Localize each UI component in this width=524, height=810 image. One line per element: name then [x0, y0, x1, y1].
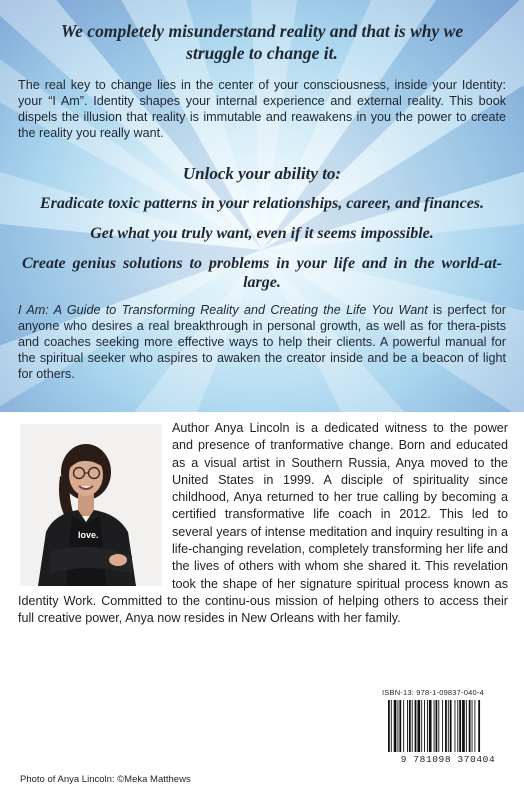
barcode-bar	[394, 700, 397, 752]
barcode-bar	[407, 700, 408, 752]
barcode-bar	[438, 700, 439, 752]
unlock-heading: Unlock your ability to:	[182, 164, 342, 183]
barcode-bar	[415, 700, 417, 752]
barcode-bar	[462, 700, 465, 752]
barcode-bar	[417, 700, 420, 752]
book-title-italic: I Am: A Guide to Transforming Reality and Creating the Life You Want	[18, 303, 428, 317]
barcode-bar	[424, 700, 425, 752]
barcode-bar	[421, 700, 422, 752]
barcode-bar	[478, 700, 480, 752]
barcode-bar	[412, 700, 413, 752]
photo-credit: Photo of Anya Lincoln: ©Meka Matthews	[20, 774, 191, 785]
barcode-bar	[474, 700, 475, 752]
barcode-bar	[455, 700, 456, 752]
barcode-bar	[391, 700, 392, 752]
barcode-bar	[472, 700, 473, 752]
barcode-bar	[388, 700, 390, 752]
barcode-bar	[448, 700, 449, 752]
barcode-bar	[403, 700, 404, 752]
barcode-bar	[459, 700, 461, 752]
barcode-bar	[398, 700, 399, 752]
barcode-bar	[457, 700, 458, 752]
barcode-bar	[450, 700, 452, 752]
barcode-bar	[399, 700, 401, 752]
barcode-bar	[436, 700, 438, 752]
barcode-digits: 9 781098 370404	[400, 754, 496, 765]
benefit-line-3: Create genius solutions to problems in your life and in the world-at-large.	[22, 255, 502, 291]
isbn-label: ISBN-13: 978-1-09837-040-4	[382, 688, 484, 697]
book-summary-text: is perfect for anyone who desires a real breakthrough in personal growth, as well as for thera-pists and coaches seeking more effective ways to help their clients. A powerful manual for the spiritual seeker who aspires to awaken the creator inside and be a beacon of light for others.	[18, 303, 506, 381]
barcode-bar	[466, 700, 467, 752]
barcode-bar	[427, 700, 428, 752]
headline: We completely misunderstand reality and that is why we struggle to change it.	[60, 21, 464, 63]
barcode-bar	[442, 700, 443, 752]
barcode-bar	[434, 700, 435, 752]
book-summary	[18, 302, 506, 382]
barcode-bar	[445, 700, 447, 752]
intro-paragraph: The real key to change lies in the center of your consciousness, inside your Identity: your “I Am”. Identity shapes your internal experience and external reality. This book dispels the illusion that reality is immutable and reawakens in you the power to create the reality you really want.	[18, 78, 506, 140]
benefit-line-1: Eradicate toxic patterns in your relationships, career, and finances.	[39, 195, 485, 212]
barcode-bar	[469, 700, 471, 752]
barcode-bar	[409, 700, 411, 752]
shirt-print-text: love.	[78, 530, 99, 540]
benefit-line-2: Get what you truly want, even if it seems impossible.	[90, 225, 434, 242]
author-bio: Author Anya Lincoln is a dedicated witness to the power and presence of tranformative change. Born and educated as a visual artist in Southern Russia, Anya moved to the United States in 1999. A disciple of spirituality since childhood, Anya returned to her true calling by becoming a certified transformative life coach in 2012. This led to several years of intense meditation and inquiry resulting in a life-changing revelation, completely transforming her life and the lives of others with whom she shared it. This revelation took the shape of her signature spiritual process known as Identity Work. Committed to the continu-ous mission of helping others to access their full creative power, Anya now resides in New Orleans with her family.	[18, 421, 509, 626]
barcode-bar	[429, 700, 432, 752]
